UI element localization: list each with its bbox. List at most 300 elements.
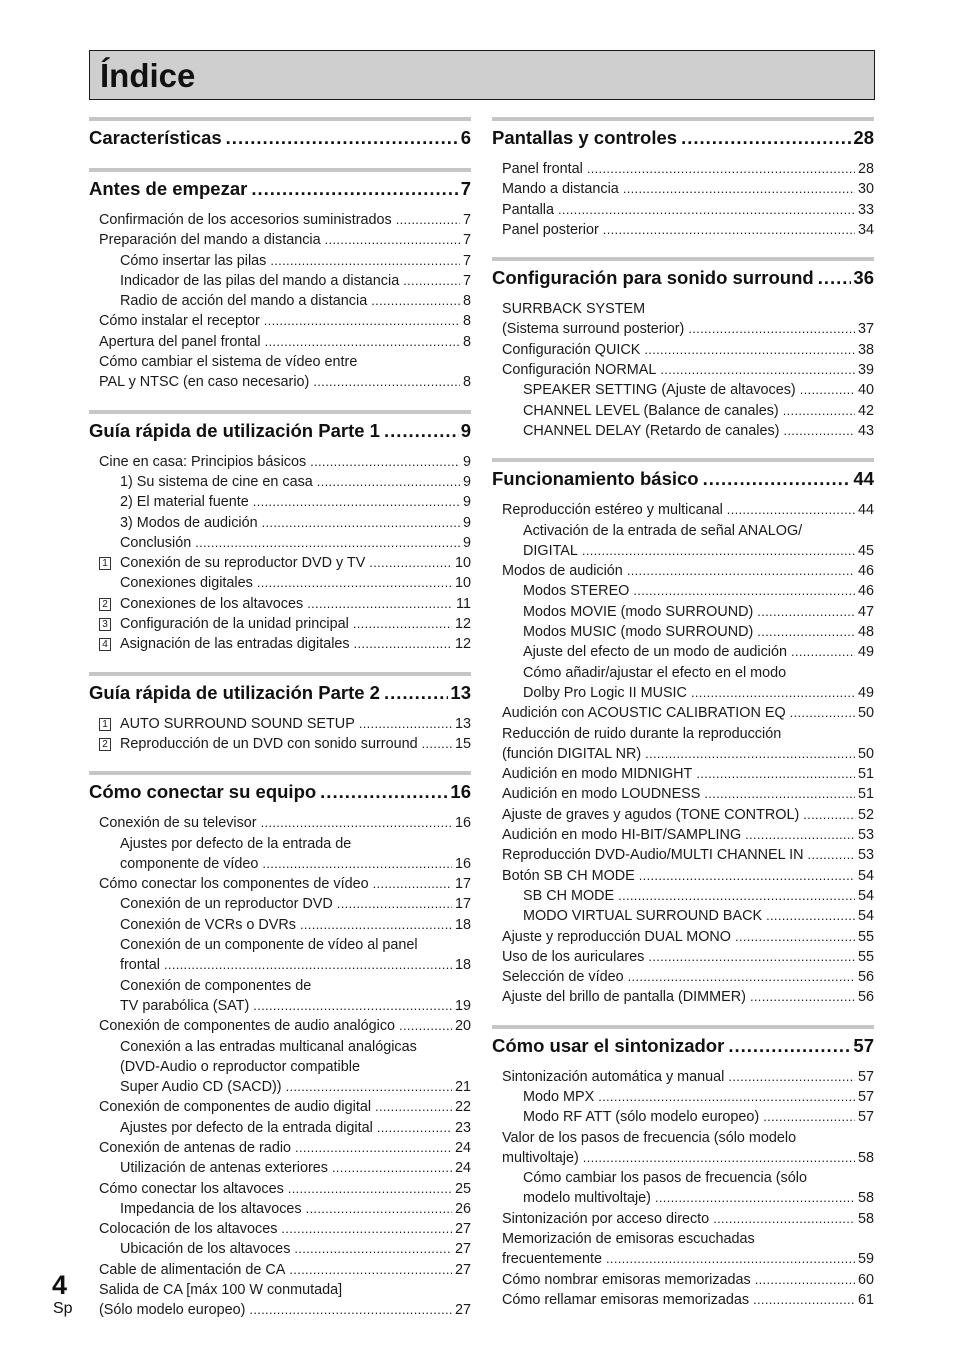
toc-entry[interactable] <box>492 1249 874 1269</box>
leader-dots <box>396 210 460 230</box>
entry-label: Sintonización automática y manual <box>502 1068 725 1085</box>
entry-page: 22 <box>454 1099 471 1116</box>
entry-label: Conexiones de los altavoces <box>120 595 304 612</box>
toc-entry[interactable] <box>492 947 874 967</box>
leader-dots <box>262 854 452 874</box>
toc-entry[interactable] <box>492 179 874 199</box>
toc-entry[interactable] <box>492 967 874 987</box>
toc-entry[interactable] <box>89 594 471 614</box>
toc-section <box>492 257 874 441</box>
entry-page: 58 <box>857 1190 874 1207</box>
entry-label: Sintonización por acceso directo <box>502 1210 710 1227</box>
entry-label: Reproducción estéreo y multicanal <box>502 502 723 519</box>
toc-entry[interactable] <box>89 1219 471 1239</box>
leader-dots <box>728 1033 851 1059</box>
entry-page: 38 <box>857 341 874 358</box>
section-heading[interactable] <box>89 680 471 706</box>
entry-page: 7 <box>462 232 471 249</box>
leader-dots <box>289 1260 452 1280</box>
leader-dots <box>354 634 452 654</box>
toc-entry[interactable] <box>492 886 874 906</box>
toc-section <box>492 117 874 240</box>
entry-page: 16 <box>454 815 471 832</box>
entry-page: 24 <box>454 1160 471 1177</box>
entry-label: Configuración de la unidad principal <box>120 616 349 633</box>
entry-page: 45 <box>857 542 874 559</box>
entry-page: 58 <box>857 1210 874 1227</box>
page-title: Índice <box>100 57 196 94</box>
entry-page: 37 <box>857 321 874 338</box>
toc-section <box>89 771 471 1320</box>
leader-dots <box>325 230 460 250</box>
leader-dots <box>818 265 852 291</box>
leader-dots <box>783 421 855 441</box>
leader-dots <box>226 125 459 151</box>
entry-page: 10 <box>454 575 471 592</box>
entry-label: Valor de los pasos de frecuencia (sólo modelo <box>502 1129 797 1146</box>
toc-entry[interactable] <box>492 421 874 441</box>
entry-label: Conexiones digitales <box>120 575 253 592</box>
toc-entry[interactable] <box>89 513 471 533</box>
entry-page: 8 <box>462 374 471 391</box>
leader-dots <box>727 500 855 520</box>
toc-entry[interactable] <box>492 1290 874 1310</box>
leader-dots <box>359 714 452 734</box>
section-page: 9 <box>460 419 471 441</box>
leader-dots <box>310 452 460 472</box>
toc-entry[interactable] <box>492 1209 874 1229</box>
toc-entry[interactable] <box>89 1179 471 1199</box>
toc-entry[interactable] <box>492 845 874 865</box>
entry-page: 12 <box>454 616 471 633</box>
entry-label: Conexión de antenas de radio <box>99 1139 292 1156</box>
toc-entry[interactable] <box>89 311 471 331</box>
entry-page: 16 <box>454 855 471 872</box>
entry-page: 17 <box>454 896 471 913</box>
leader-dots <box>262 513 460 533</box>
toc-entry[interactable] <box>89 1158 471 1178</box>
leader-dots <box>251 176 458 202</box>
page-number: 4 <box>52 1270 68 1300</box>
entry-page: 7 <box>462 272 471 289</box>
entry-label: Cable de alimentación de CA <box>99 1261 286 1278</box>
entry-label: Cine en casa: Principios básicos <box>99 453 307 470</box>
entry-label: Pantalla <box>502 201 555 218</box>
leader-dots <box>384 680 448 706</box>
step-number-box: 1 <box>99 718 111 731</box>
entry-page: 43 <box>857 422 874 439</box>
entry-label: Conexión de componentes de audio analógico <box>99 1018 396 1035</box>
leader-dots <box>644 340 855 360</box>
toc-entry[interactable] <box>492 200 874 220</box>
toc-entry[interactable] <box>492 805 874 825</box>
toc-entry[interactable] <box>492 401 874 421</box>
toc-entry[interactable] <box>492 1148 874 1168</box>
section-page: 57 <box>853 1034 874 1056</box>
leader-dots <box>422 734 452 754</box>
toc-entry[interactable] <box>89 714 471 734</box>
toc-entry[interactable] <box>492 602 874 622</box>
entry-label: Uso de los auriculares <box>502 948 645 965</box>
leader-dots <box>704 784 855 804</box>
entry-page: 52 <box>857 806 874 823</box>
step-number-box: 1 <box>99 557 111 570</box>
toc-entry <box>492 299 874 319</box>
section-page: 44 <box>853 468 874 490</box>
toc-entry[interactable] <box>89 614 471 634</box>
toc-entry[interactable] <box>89 854 471 874</box>
toc-entry[interactable] <box>89 291 471 311</box>
entry-page: 48 <box>857 624 874 641</box>
toc-entry[interactable] <box>89 734 471 754</box>
entry-page: 8 <box>462 313 471 330</box>
toc-entry[interactable] <box>492 1087 874 1107</box>
toc-entry[interactable] <box>89 573 471 593</box>
leader-dots <box>688 319 855 339</box>
section-heading[interactable] <box>492 265 874 291</box>
toc-entry[interactable] <box>492 380 874 400</box>
entry-page: 53 <box>857 847 874 864</box>
toc-entry[interactable] <box>492 866 874 886</box>
leader-dots <box>808 845 855 865</box>
toc-entry <box>89 935 471 955</box>
toc-section <box>89 168 471 393</box>
entry-page: 18 <box>454 916 471 933</box>
leader-dots <box>803 805 855 825</box>
entry-label: (DVD-Audio o reproductor compatible <box>120 1058 360 1075</box>
section-heading[interactable] <box>89 125 471 151</box>
toc-entry[interactable] <box>492 360 874 380</box>
toc-entry[interactable] <box>492 683 874 703</box>
leader-dots <box>648 947 855 967</box>
entry-page: 13 <box>454 715 471 732</box>
toc-entry[interactable] <box>89 1097 471 1117</box>
toc-entry[interactable] <box>492 703 874 723</box>
toc-entry[interactable] <box>89 813 471 833</box>
entry-page: 54 <box>857 887 874 904</box>
section-heading[interactable] <box>492 125 874 151</box>
entry-page: 7 <box>462 212 471 228</box>
entry-label: Conexión de VCRs o DVRs <box>120 916 296 933</box>
toc-entry[interactable] <box>492 541 874 561</box>
entry-label: Reproducción de un DVD con sonido surround <box>120 735 418 752</box>
toc-entry[interactable] <box>492 500 874 520</box>
toc-entry[interactable] <box>89 332 471 352</box>
entry-page: 24 <box>454 1139 471 1156</box>
leader-dots <box>628 967 855 987</box>
toc-entry[interactable] <box>89 1016 471 1036</box>
leader-dots <box>270 251 460 271</box>
toc-entry[interactable] <box>89 915 471 935</box>
toc-entry[interactable] <box>492 561 874 581</box>
toc-entry[interactable] <box>492 581 874 601</box>
entry-label: Mando a distancia <box>502 181 619 198</box>
entry-page: 11 <box>456 595 471 612</box>
leader-dots <box>763 1107 855 1127</box>
leader-dots <box>645 744 855 764</box>
toc-entry <box>492 521 874 541</box>
leader-dots <box>281 1219 452 1239</box>
leader-dots <box>403 271 460 291</box>
toc-entry[interactable] <box>492 744 874 764</box>
toc-entry[interactable] <box>89 553 471 573</box>
toc-entry <box>492 663 874 683</box>
entry-label: Utilización de antenas exteriores <box>120 1160 328 1177</box>
entry-label: Conexión de componentes de audio digital <box>99 1099 372 1116</box>
entry-page: 9 <box>462 514 471 531</box>
entry-page: 12 <box>454 636 471 653</box>
leader-dots <box>691 683 855 703</box>
entry-label: Preparación del mando a distancia <box>99 232 321 249</box>
toc-entry[interactable] <box>492 159 874 179</box>
entry-label: Cómo instalar el receptor <box>99 313 260 330</box>
leader-dots <box>639 866 855 886</box>
leader-dots <box>713 1209 855 1229</box>
entry-page: 27 <box>454 1261 471 1278</box>
entry-page: 61 <box>857 1291 874 1308</box>
leader-dots <box>253 492 460 512</box>
entry-label: Impedancia de los altavoces <box>120 1200 302 1217</box>
entry-page: 7 <box>462 252 471 269</box>
entry-page: 9 <box>462 534 471 551</box>
entry-label: CHANNEL DELAY (Retardo de canales) <box>523 422 780 439</box>
section-title: Guía rápida de utilización Parte 2 <box>89 681 380 703</box>
entry-label: (Sólo modelo europeo) <box>99 1302 246 1319</box>
leader-dots <box>332 1158 452 1178</box>
entry-label: SURRBACK SYSTEM <box>502 301 646 318</box>
entry-label: MODO VIRTUAL SURROUND BACK <box>523 908 763 925</box>
entry-page: 25 <box>454 1180 471 1197</box>
toc-entry[interactable] <box>89 472 471 492</box>
leader-dots <box>627 561 855 581</box>
toc-section <box>89 672 471 755</box>
entry-label: 3) Modos de audición <box>120 514 258 531</box>
leader-dots <box>753 1290 855 1310</box>
toc-entry <box>492 724 874 744</box>
section-heading[interactable] <box>89 779 471 805</box>
leader-dots <box>375 1097 452 1117</box>
entry-page: 46 <box>857 583 874 600</box>
section-heading[interactable] <box>89 176 471 202</box>
leader-dots <box>766 906 855 926</box>
toc-entry[interactable] <box>89 1260 471 1280</box>
toc-entry[interactable] <box>89 271 471 291</box>
toc-entry <box>89 1037 471 1057</box>
step-number-box: 4 <box>99 638 111 651</box>
leader-dots <box>300 915 452 935</box>
entry-label: SB CH MODE <box>523 887 615 904</box>
leader-dots <box>373 874 452 894</box>
entry-page: 17 <box>454 876 471 893</box>
leader-dots <box>164 955 452 975</box>
toc-entry[interactable] <box>492 1067 874 1087</box>
toc-entry[interactable] <box>89 874 471 894</box>
toc-entry[interactable] <box>89 452 471 472</box>
toc-entry[interactable] <box>89 955 471 975</box>
entry-page: 44 <box>857 502 874 519</box>
toc-entry[interactable] <box>89 492 471 512</box>
entry-label: Cómo conectar los altavoces <box>99 1180 284 1197</box>
entry-label: Modo RF ATT (sólo modelo europeo) <box>523 1109 760 1126</box>
entry-page: 58 <box>857 1149 874 1166</box>
leader-dots <box>399 1016 452 1036</box>
entry-label: Salida de CA [máx 100 W conmutada] <box>99 1282 343 1299</box>
entry-label: componente de vídeo <box>120 855 259 872</box>
section-page: 6 <box>460 127 471 148</box>
toc-entry <box>492 1229 874 1249</box>
entry-label: Cómo nombrar emisoras memorizadas <box>502 1271 751 1288</box>
leader-dots <box>587 159 855 179</box>
entry-label: Audición con ACOUSTIC CALIBRATION EQ <box>502 705 786 722</box>
entry-page: 56 <box>857 989 874 1006</box>
toc-entry[interactable] <box>89 634 471 654</box>
entry-label: modelo multivoltaje) <box>523 1190 651 1207</box>
entry-page: 50 <box>857 705 874 722</box>
entry-page: 51 <box>857 766 874 783</box>
entry-label: Cómo insertar las pilas <box>120 252 267 269</box>
leader-dots <box>295 1138 452 1158</box>
toc-entry <box>89 976 471 996</box>
section-title: Cómo conectar su equipo <box>89 781 317 803</box>
toc-section <box>492 458 874 1007</box>
toc-entry[interactable] <box>89 1239 471 1259</box>
entry-page: 42 <box>857 402 874 419</box>
toc-entry[interactable] <box>492 1188 874 1208</box>
entry-label: Conexión de un componente de vídeo al panel <box>120 937 418 954</box>
toc-entry <box>89 1280 471 1300</box>
leader-dots <box>377 1118 452 1138</box>
entry-page: 47 <box>857 603 874 620</box>
entry-label: Modos STEREO <box>523 583 630 600</box>
toc-entry[interactable] <box>89 533 471 553</box>
leader-dots <box>253 996 452 1016</box>
entry-page: 26 <box>454 1200 471 1217</box>
toc-entry[interactable] <box>492 825 874 845</box>
entry-label: Activación de la entrada de señal ANALOG/ <box>523 522 803 539</box>
entry-label: DIGITAL <box>523 542 578 559</box>
leader-dots <box>353 614 452 634</box>
toc-entry[interactable] <box>89 1077 471 1097</box>
entry-label: Ajustes por defecto de la entrada de <box>120 835 352 852</box>
entry-page: 46 <box>857 563 874 580</box>
entry-label: 2) El material fuente <box>120 494 249 511</box>
toc-entry[interactable] <box>89 1118 471 1138</box>
entry-label: CHANNEL LEVEL (Balance de canales) <box>523 402 779 419</box>
toc-entry[interactable] <box>492 764 874 784</box>
entry-label: Reproducción DVD-Audio/MULTI CHANNEL IN <box>502 847 804 864</box>
entry-page: 30 <box>857 181 874 198</box>
entry-page: 50 <box>857 745 874 762</box>
entry-label: Conclusión <box>120 534 192 551</box>
section-title: Cómo usar el sintonizador <box>492 1034 725 1056</box>
entry-page: 57 <box>857 1109 874 1126</box>
toc-entry[interactable] <box>89 210 471 230</box>
toc-entry[interactable] <box>492 340 874 360</box>
toc-entry[interactable] <box>492 319 874 339</box>
leader-dots <box>606 1249 855 1269</box>
title-bar <box>89 50 875 100</box>
entry-page: 27 <box>454 1241 471 1258</box>
toc-entry[interactable] <box>492 1107 874 1127</box>
entry-page: 20 <box>454 1018 471 1035</box>
entry-label: PAL y NTSC (en caso necesario) <box>99 374 310 391</box>
entry-label: Dolby Pro Logic II MUSIC <box>523 684 687 701</box>
entry-page: 34 <box>857 221 874 238</box>
entry-label: Panel posterior <box>502 221 599 238</box>
entry-label: Conexión a las entradas multicanal analógicas <box>120 1038 417 1055</box>
section-heading[interactable] <box>492 1033 874 1059</box>
leader-dots <box>249 1300 452 1320</box>
leader-dots <box>582 541 855 561</box>
leader-dots <box>633 581 855 601</box>
entry-page: 56 <box>857 969 874 986</box>
entry-label: Colocación de los altavoces <box>99 1221 278 1238</box>
leader-dots <box>261 813 452 833</box>
entry-label: Cómo rellamar emisoras memorizadas <box>502 1291 750 1308</box>
toc-entry[interactable] <box>492 784 874 804</box>
entry-page: 18 <box>454 957 471 974</box>
section-title: Guía rápida de utilización Parte 1 <box>89 419 380 441</box>
entry-label: Ajuste de graves y agudos (TONE CONTROL) <box>502 806 800 823</box>
toc-entry[interactable] <box>89 230 471 250</box>
toc-entry[interactable] <box>89 894 471 914</box>
entry-label: Conexión de un reproductor DVD <box>120 896 333 913</box>
leader-dots <box>623 179 855 199</box>
entry-page: 9 <box>462 453 471 470</box>
leader-dots <box>583 1148 855 1168</box>
entry-label: Cómo añadir/ajustar el efecto en el modo <box>523 664 787 681</box>
entry-label: Configuración NORMAL <box>502 362 657 379</box>
toc-entry[interactable] <box>492 1270 874 1290</box>
entry-page: 51 <box>857 786 874 803</box>
leader-dots <box>791 642 855 662</box>
section-page: 28 <box>853 127 874 148</box>
toc-entry[interactable] <box>492 622 874 642</box>
toc-entry[interactable] <box>89 1138 471 1158</box>
leader-dots <box>265 332 460 352</box>
leader-dots <box>728 1067 855 1087</box>
entry-page: 40 <box>857 382 874 399</box>
section-heading[interactable] <box>492 466 874 492</box>
toc-entry[interactable] <box>492 927 874 947</box>
toc-entry[interactable] <box>492 987 874 1007</box>
entry-label: Conexión de su televisor <box>99 815 257 832</box>
section-heading[interactable] <box>89 418 471 444</box>
toc-entry[interactable] <box>89 1199 471 1219</box>
entry-page: 8 <box>462 333 471 350</box>
toc-entry[interactable] <box>89 372 471 392</box>
section-page: 16 <box>450 781 471 803</box>
leader-dots <box>655 1188 855 1208</box>
leader-dots <box>264 311 460 331</box>
toc-entry[interactable] <box>492 642 874 662</box>
entry-label: Audición en modo HI-BIT/SAMPLING <box>502 827 742 844</box>
toc-entry[interactable] <box>492 220 874 240</box>
toc-entry[interactable] <box>89 1300 471 1320</box>
toc-entry[interactable] <box>492 906 874 926</box>
leader-dots <box>306 1199 452 1219</box>
toc-section <box>492 1025 874 1311</box>
entry-label: Ajuste y reproducción DUAL MONO <box>502 928 731 945</box>
entry-label: Modo MPX <box>523 1088 595 1105</box>
entry-page: 28 <box>857 161 874 177</box>
toc-entry[interactable] <box>89 251 471 271</box>
section-page: 13 <box>450 681 471 703</box>
leader-dots <box>371 291 460 311</box>
entry-label: (función DIGITAL NR) <box>502 745 642 762</box>
toc-entry[interactable] <box>89 996 471 1016</box>
toc-entry <box>89 834 471 854</box>
